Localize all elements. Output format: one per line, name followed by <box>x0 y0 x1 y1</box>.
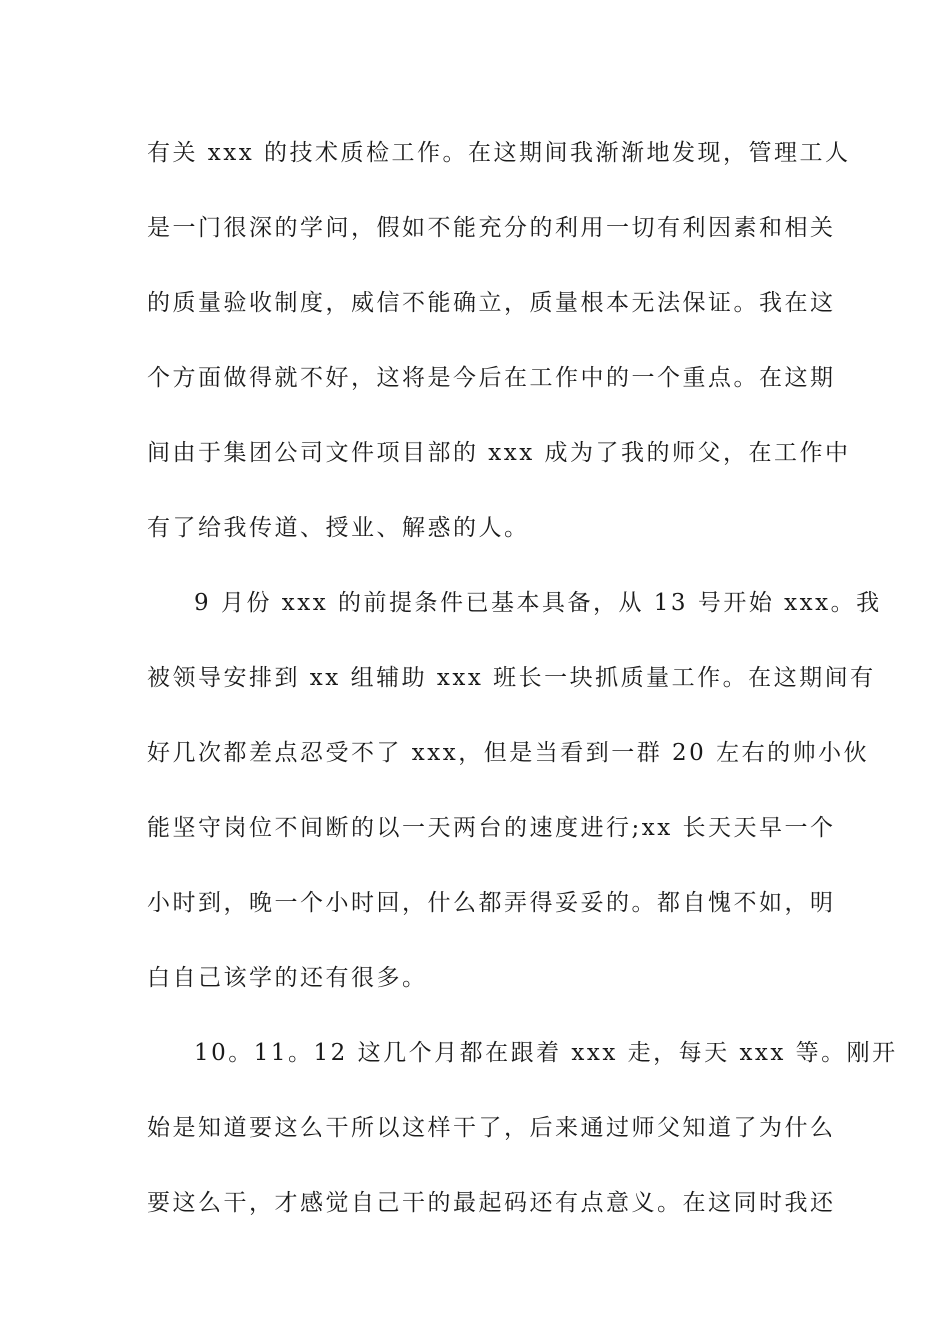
text-line: 始是知道要这么干所以这样干了，后来通过师父知道了为什么 <box>147 1115 836 1141</box>
text-line: 有关 xxx 的技术质检工作。在这期间我渐渐地发现，管理工人 <box>147 140 851 166</box>
text-line: 间由于集团公司文件项目部的 xxx 成为了我的师父，在工作中 <box>147 440 851 466</box>
text-line: 个方面做得就不好，这将是今后在工作中的一个重点。在这期 <box>147 365 836 391</box>
text-line: 的质量验收制度，威信不能确立，质量根本无法保证。我在这 <box>147 290 836 316</box>
text-line: 小时到，晚一个小时回，什么都弄得妥妥的。都自愧不如，明 <box>147 890 836 916</box>
paragraph-first-line: 10。11。12 这几个月都在跟着 xxx 走，每天 xxx 等。刚开 <box>194 1040 898 1066</box>
paragraph-first-line: 9 月份 xxx 的前提条件已基本具备，从 13 号开始 xxx。我 <box>194 590 882 616</box>
text-line: 能坚守岗位不间断的以一天两台的速度进行;xx 长天天早一个 <box>147 815 836 841</box>
text-line: 好几次都差点忍受不了 xxx，但是当看到一群 20 左右的帅小伙 <box>147 740 870 766</box>
text-line: 要这么干，才感觉自己干的最起码还有点意义。在这同时我还 <box>147 1190 836 1216</box>
text-line: 是一门很深的学问，假如不能充分的利用一切有利因素和相关 <box>147 215 836 241</box>
text-line: 白自己该学的还有很多。 <box>147 965 428 991</box>
text-line: 有了给我传道、授业、解惑的人。 <box>147 515 530 541</box>
body-text <box>147 116 898 1241</box>
text-line: 被领导安排到 xx 组辅助 xxx 班长一块抓质量工作。在这期间有 <box>147 665 876 691</box>
